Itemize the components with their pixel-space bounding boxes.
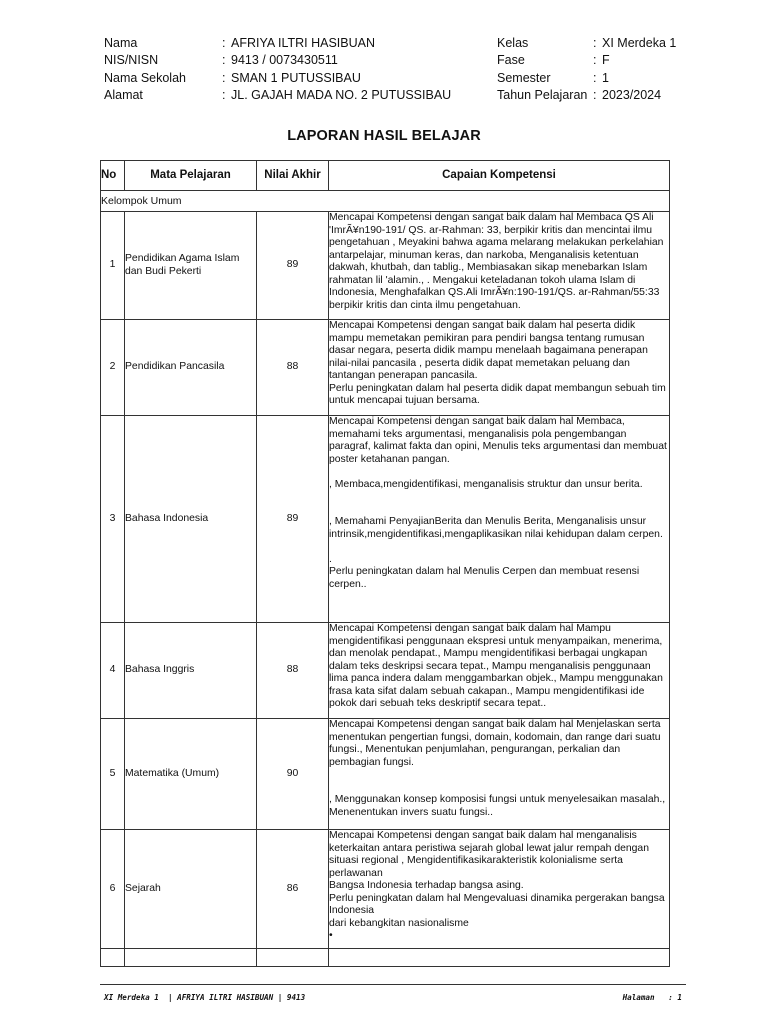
table-tail-row: [101, 949, 670, 967]
row-competency: Mencapai Kompetensi dengan sangat baik dalam hal Membaca QS Ali 'ImrÃ¥n190-191/ QS. ar-Rahman: 33, berpikir kritis dan mencintai ilmu pengetahuan , Meyakini bahwa agama melarang melakukan perkelahian antarpelajar, minuman keras, dan narkoba, Menganalisis ketentuan dakwah, khutbah, dan tablig., Membiasakan sikap menebarkan Islam rahmatan lil 'alamin., . Mengakui keteladanan tokoh ulama Islam di Indonesia, Menghafalkan QS.Ali ImrÃ¥n:190-191/QS. ar-Rahman/55:33 berpikir kritis dan cinta ilmu pengetahuan.: [329, 212, 664, 311]
info-colon: :: [593, 53, 597, 68]
row-score: 88: [257, 320, 329, 416]
row-subject: Pendidikan Pancasila: [125, 320, 257, 416]
row-competency: Mencapai Kompetensi dengan sangat baik dalam hal Membaca, memahami teks argumentasi, menganalisis pola pengembangan paragraf, kalimat fakta dan opini, Menulis teks argumentasi dan membuat poster ketahanan pangan. , Membaca,mengidentifikasi, menganalisis struktur dan unsur berita. , Memahami PenyajianBerita dan Menulis Berita, Menganalisis unsur intrinsik,mengidentifikasi,mengaplikasikan nilai kehidupan dalam cerpen. . Perlu peningkatan dalam hal Menulis Cerpen dan membuat resensi cerpen..: [329, 416, 667, 590]
info-value: 1: [602, 70, 609, 85]
info-label: Kelas: [497, 35, 529, 50]
report-title: LAPORAN HASIL BELAJAR: [287, 128, 481, 144]
row-subject: Pendidikan Agama Islam dan Budi Pekerti: [125, 212, 257, 320]
header-subject: Mata Pelajaran: [125, 161, 257, 191]
table-row: [101, 719, 670, 830]
student-info-left: [104, 34, 484, 104]
row-no: 6: [101, 830, 125, 949]
row-subject: Bahasa Indonesia: [125, 416, 257, 623]
info-colon: :: [222, 53, 226, 68]
table-row: [101, 320, 670, 416]
footer-page-number: Halaman : 1: [622, 993, 682, 1002]
info-label: Tahun Pelajaran: [497, 88, 588, 103]
table-row: [101, 212, 670, 320]
row-no: 4: [101, 623, 125, 719]
row-subject: Sejarah: [125, 830, 257, 949]
table-row: [101, 830, 670, 949]
info-value: XI Merdeka 1: [602, 35, 677, 50]
info-label: Nama Sekolah: [104, 70, 186, 85]
info-row-address: [104, 87, 484, 105]
row-no: 1: [101, 212, 125, 320]
info-value: JL. GAJAH MADA NO. 2 PUTUSSIBAU: [231, 88, 452, 103]
info-colon: :: [222, 35, 226, 50]
info-colon: :: [593, 35, 597, 50]
info-row-nis: [104, 52, 484, 70]
row-subject: Matematika (Umum): [125, 719, 257, 830]
info-label: Fase: [497, 53, 525, 68]
row-competency: Mencapai Kompetensi dengan sangat baik dalam hal Menjelaskan serta menentukan pengertian fungsi, domain, kodomain, dan range dari suatu fungsi., Menentukan penjumlahan, pengurangan, perkalian dan pembagian fungsi. , Menggunakan konsep komposisi fungsi untuk menyelesaikan masalah., Menenentukan invers suatu fungsi..: [329, 719, 666, 818]
row-score: 90: [257, 719, 329, 830]
info-row-phase: [497, 52, 747, 70]
row-subject: Bahasa Inggris: [125, 623, 257, 719]
info-colon: :: [222, 88, 226, 103]
info-value: SMAN 1 PUTUSSIBAU: [231, 70, 361, 85]
row-competency: Mencapai Kompetensi dengan sangat baik dalam hal peserta didik mampu memetakan pemikiran para pendiri bangsa tentang rumusan dasar negara, peserta didik mampu menelaah bagaimana penerapan nilai-nilai pancasila , peserta didik dapat memetakan peluang dan tantangan penerapan pancasila. Perlu peningkatan dalam hal peserta didik dapat membangun sebuah tim untuk mencapai tujuan bersama.: [329, 320, 666, 406]
student-info-right: [497, 34, 747, 104]
info-row-name: [104, 34, 484, 52]
info-colon: :: [593, 88, 597, 103]
grades-table: [100, 160, 670, 967]
info-row-school: [104, 69, 484, 87]
row-no: 3: [101, 416, 125, 623]
row-no: 2: [101, 320, 125, 416]
row-score: 88: [257, 623, 329, 719]
info-row-semester: [497, 69, 747, 87]
info-row-year: [497, 87, 747, 105]
info-value: 9413 / 0073430511: [231, 53, 338, 68]
group-label: Kelompok Umum: [101, 191, 670, 212]
info-label: NIS/NISN: [104, 53, 159, 68]
info-value: 2023/2024: [602, 88, 662, 103]
row-score: 89: [257, 416, 329, 623]
info-row-class: [497, 34, 747, 52]
row-no: 5: [101, 719, 125, 830]
header-score: Nilai Akhir: [257, 161, 329, 191]
row-score: 89: [257, 212, 329, 320]
footer-divider: [100, 984, 686, 985]
footer-student-info: XI Merdeka 1 | AFRIYA ILTRI HASIBUAN | 9413: [104, 993, 306, 1002]
table-row: [101, 416, 670, 623]
table-row: [101, 623, 670, 719]
row-competency: Mencapai Kompetensi dengan sangat baik dalam hal Mampu mengidentifikasi penggunaan ekspresi untuk menyampaikan, menerima, dan menolak pendapat., Mampu mengidentifikasi berbagai ungkapan dalam teks deskripsi secara tepat., Mampu menganalisis penggunaan lima panca indera dalam menggambarkan objek., Mampu menggunakan frasa kata sifat dalam sebuah cakapan., Mampu mengidentifikasi ide pokok dari sebuah teks deskriptif secara tepat..: [329, 623, 663, 709]
row-competency: Mencapai Kompetensi dengan sangat baik dalam hal menganalisis keterkaitan antara peristiwa sejarah global lewat jalur rempah dengan situasi regional , Mengidentifikasikarakteristik kolonialisme serta perlawanan Bangsa Indonesia terhadap bangsa asing. Perlu peningkatan dalam hal Mengevaluasi dinamika pergerakan bangsa Indonesia dari kebangkitan nasionalisme •: [329, 830, 665, 941]
header-competency: Capaian Kompetensi: [329, 161, 670, 191]
row-score: 86: [257, 830, 329, 949]
info-colon: :: [222, 70, 226, 85]
header-no: No: [101, 161, 125, 191]
group-row: [101, 191, 670, 212]
info-label: Semester: [497, 70, 551, 85]
info-value: F: [602, 53, 610, 68]
info-label: Alamat: [104, 88, 143, 103]
info-value: AFRIYA ILTRI HASIBUAN: [231, 35, 376, 50]
table-header-row: [101, 161, 670, 191]
info-colon: :: [593, 70, 597, 85]
info-label: Nama: [104, 35, 138, 50]
